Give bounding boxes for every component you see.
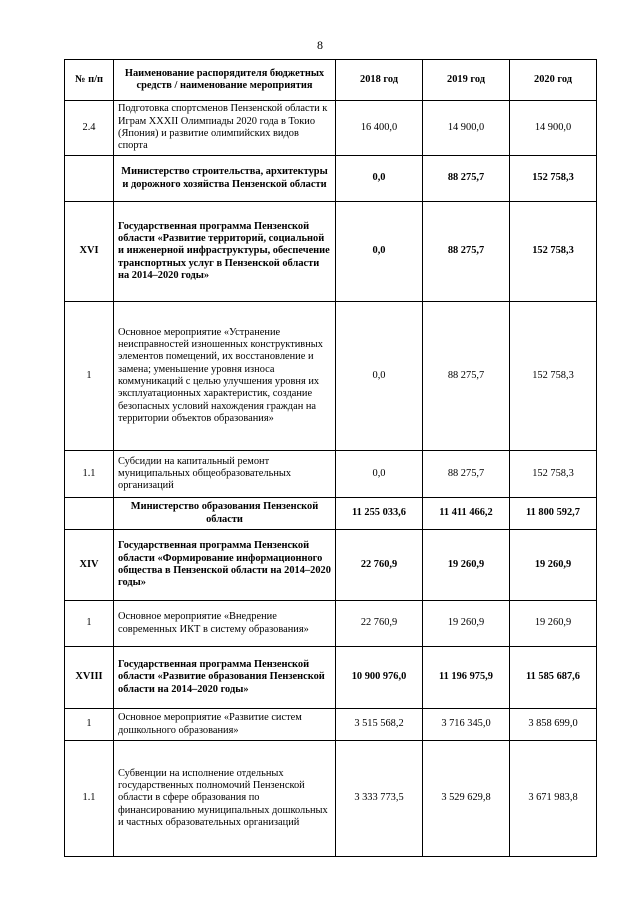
row-value-2020: 19 260,9 [510, 530, 597, 601]
row-value-2019: 88 275,7 [423, 156, 510, 202]
table-row [65, 302, 597, 451]
row-value-2019: 11 411 466,2 [423, 498, 510, 530]
table-row [65, 530, 597, 601]
table-row [65, 202, 597, 302]
row-value-2020: 3 671 983,8 [510, 741, 597, 857]
table-row [65, 709, 597, 741]
row-value-2019: 88 275,7 [423, 202, 510, 302]
row-value-2018: 0,0 [336, 451, 423, 498]
table-row [65, 451, 597, 498]
row-name: Государственная программа Пензенской области «Формирование информационного общества в Пензенской области на 2014–2020 годы» [114, 530, 336, 601]
row-value-2020: 3 858 699,0 [510, 709, 597, 741]
row-number: 1 [65, 709, 114, 741]
table-row [65, 101, 597, 156]
row-value-2018: 22 760,9 [336, 530, 423, 601]
row-value-2019: 88 275,7 [423, 451, 510, 498]
row-name: Государственная программа Пензенской области «Развитие образования Пензенской области на 2014–2020 годы» [114, 647, 336, 709]
row-number [65, 156, 114, 202]
row-name: Основное мероприятие «Устранение неисправностей изношенных конструктивных элементов помещений, их восстановление и замена; уменьшение уровня износа коммуникаций с целью улучшения уровня их эксплуатационных характеристик, создание безопасных условий нахождения граждан на территории объектов образования» [114, 302, 336, 451]
row-value-2019: 3 716 345,0 [423, 709, 510, 741]
row-number: 2.4 [65, 101, 114, 156]
row-number [65, 498, 114, 530]
table-row [65, 741, 597, 857]
row-number: 1 [65, 302, 114, 451]
table-header-row [65, 60, 597, 101]
row-value-2020: 152 758,3 [510, 156, 597, 202]
row-value-2020: 152 758,3 [510, 451, 597, 498]
row-name: Государственная программа Пензенской области «Развитие территорий, социальной и инженерной инфраструктуры, обеспечение транспортных услуг в Пензенской области на 2014–2020 годы» [114, 202, 336, 302]
row-value-2018: 16 400,0 [336, 101, 423, 156]
row-value-2019: 3 529 629,8 [423, 741, 510, 857]
header-name: Наименование распорядителя бюджетных средств / наименование мероприятия [114, 60, 336, 101]
row-number: 1.1 [65, 451, 114, 498]
row-name: Основное мероприятие «Развитие систем дошкольного образования» [114, 709, 336, 741]
row-number: 1 [65, 601, 114, 647]
row-value-2019: 14 900,0 [423, 101, 510, 156]
header-2020: 2020 год [510, 60, 597, 101]
table-body [65, 101, 597, 857]
header-number: № п/п [65, 60, 114, 101]
row-name: Министерство образования Пензенской области [114, 498, 336, 530]
row-name: Основное мероприятие «Внедрение современных ИКТ в систему образования» [114, 601, 336, 647]
row-name: Субсидии на капитальный ремонт муниципальных общеобразовательных организаций [114, 451, 336, 498]
table-row [65, 498, 597, 530]
row-value-2019: 11 196 975,9 [423, 647, 510, 709]
row-number: XVIII [65, 647, 114, 709]
row-name: Субвенции на исполнение отдельных государственных полномочий Пензенской области в сфере образования по финансированию муниципальных дошкольных и частных образовательных организаций [114, 741, 336, 857]
table-row [65, 156, 597, 202]
row-value-2018: 22 760,9 [336, 601, 423, 647]
row-name: Подготовка спортсменов Пензенской области к Играм XXXII Олимпиады 2020 года в Токио (Япония) и развитие олимпийских видов спорта [114, 101, 336, 156]
row-value-2018: 3 333 773,5 [336, 741, 423, 857]
row-value-2019: 19 260,9 [423, 601, 510, 647]
row-value-2019: 19 260,9 [423, 530, 510, 601]
row-number: 1.1 [65, 741, 114, 857]
row-value-2018: 10 900 976,0 [336, 647, 423, 709]
row-value-2020: 152 758,3 [510, 302, 597, 451]
header-2018: 2018 год [336, 60, 423, 101]
page-number: 8 [317, 38, 323, 52]
row-value-2020: 11 585 687,6 [510, 647, 597, 709]
table-row [65, 601, 597, 647]
header-2019: 2019 год [423, 60, 510, 101]
row-value-2020: 152 758,3 [510, 202, 597, 302]
row-value-2020: 14 900,0 [510, 101, 597, 156]
row-value-2018: 11 255 033,6 [336, 498, 423, 530]
row-name: Министерство строительства, архитектуры и дорожного хозяйства Пензенской области [114, 156, 336, 202]
row-value-2019: 88 275,7 [423, 302, 510, 451]
row-number: XIV [65, 530, 114, 601]
row-value-2018: 0,0 [336, 156, 423, 202]
row-value-2020: 11 800 592,7 [510, 498, 597, 530]
row-value-2020: 19 260,9 [510, 601, 597, 647]
row-value-2018: 0,0 [336, 302, 423, 451]
row-value-2018: 0,0 [336, 202, 423, 302]
budget-table [64, 59, 597, 857]
row-value-2018: 3 515 568,2 [336, 709, 423, 741]
table-row [65, 647, 597, 709]
row-number: XVI [65, 202, 114, 302]
